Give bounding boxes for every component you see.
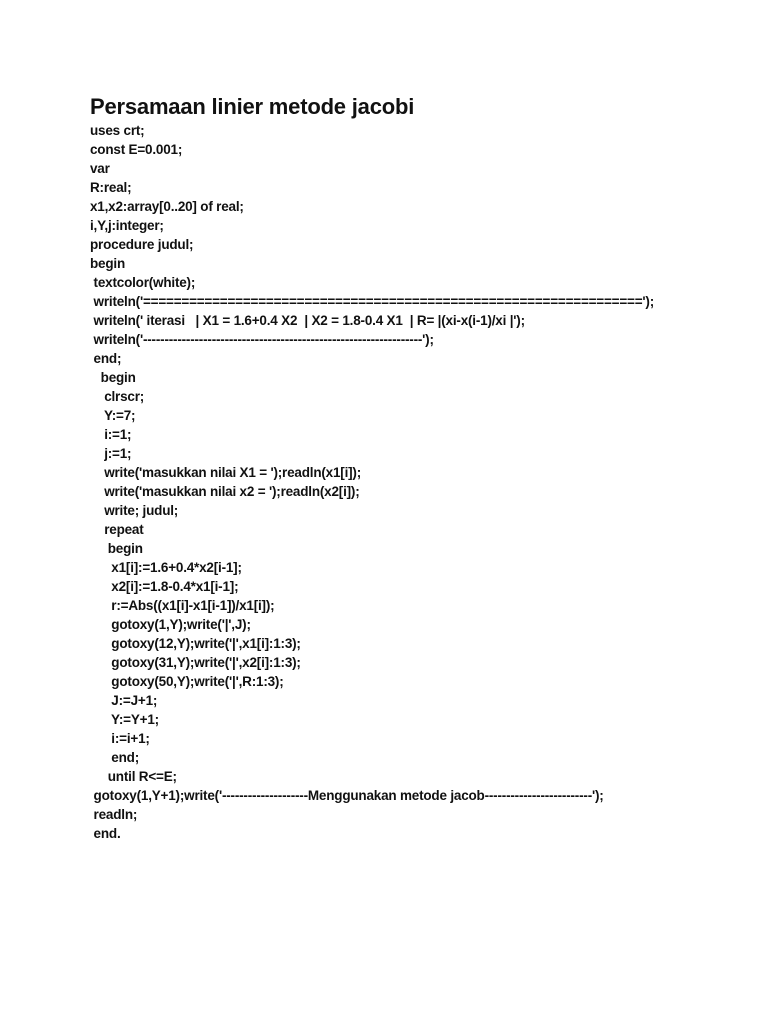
code-line: writeln(' iterasi | X1 = 1.6+0.4 X2 | X2 = 1.8-0.4 X1 | R= |(xi-x(i-1)/xi |'); (90, 313, 525, 328)
code-line: repeat (90, 522, 144, 537)
code-line: gotoxy(12,Y);write('|',x1[i]:1:3); (90, 636, 301, 651)
code-line: const E=0.001; (90, 142, 183, 157)
code-line: i:=i+1; (90, 731, 150, 746)
code-line: r:=Abs((x1[i]-x1[i-1])/x1[i]); (90, 598, 275, 613)
code-line: textcolor(white); (90, 275, 196, 290)
code-line: x1,x2:array[0..20] of real; (90, 199, 244, 214)
code-line: gotoxy(1,Y+1);write('--------------------Menggunakan metode jacob-------------------------'); (90, 788, 604, 803)
code-line: i,Y,j:integer; (90, 218, 164, 233)
code-line: clrscr; (90, 389, 145, 404)
code-line: begin (90, 256, 125, 271)
code-line: procedure judul; (90, 237, 194, 252)
code-line: gotoxy(1,Y);write('|',J); (90, 617, 251, 632)
code-line: uses crt; (90, 123, 145, 138)
code-line: R:real; (90, 180, 132, 195)
code-line: gotoxy(31,Y);write('|',x2[i]:1:3); (90, 655, 301, 670)
code-line: write('masukkan nilai x2 = ');readln(x2[i]); (90, 484, 360, 499)
code-line: begin (90, 541, 143, 556)
code-line: write('masukkan nilai X1 = ');readln(x1[i]); (90, 465, 362, 480)
code-line: end. (90, 826, 121, 841)
code-line: Y:=Y+1; (90, 712, 159, 727)
code-line: i:=1; (90, 427, 132, 442)
code-line: begin (90, 370, 136, 385)
document-title: Persamaan linier metode jacobi (90, 94, 415, 119)
code-line: J:=J+1; (90, 693, 158, 708)
code-line: write; judul; (90, 503, 179, 518)
code-listing (90, 121, 654, 843)
code-line: j:=1; (90, 446, 132, 461)
code-line: gotoxy(50,Y);write('|',R:1:3); (90, 674, 284, 689)
code-line: until R<=E; (90, 769, 177, 784)
code-line: x2[i]:=1.8-0.4*x1[i-1]; (90, 579, 239, 594)
code-line: writeln('================================================================='); (90, 294, 655, 309)
code-line: writeln('-----------------------------------------------------------------'); (90, 332, 434, 347)
code-line: end; (90, 750, 140, 765)
code-line: end; (90, 351, 122, 366)
code-line: Y:=7; (90, 408, 136, 423)
code-line: readln; (90, 807, 138, 822)
code-line: x1[i]:=1.6+0.4*x2[i-1]; (90, 560, 242, 575)
code-line: var (90, 161, 110, 176)
